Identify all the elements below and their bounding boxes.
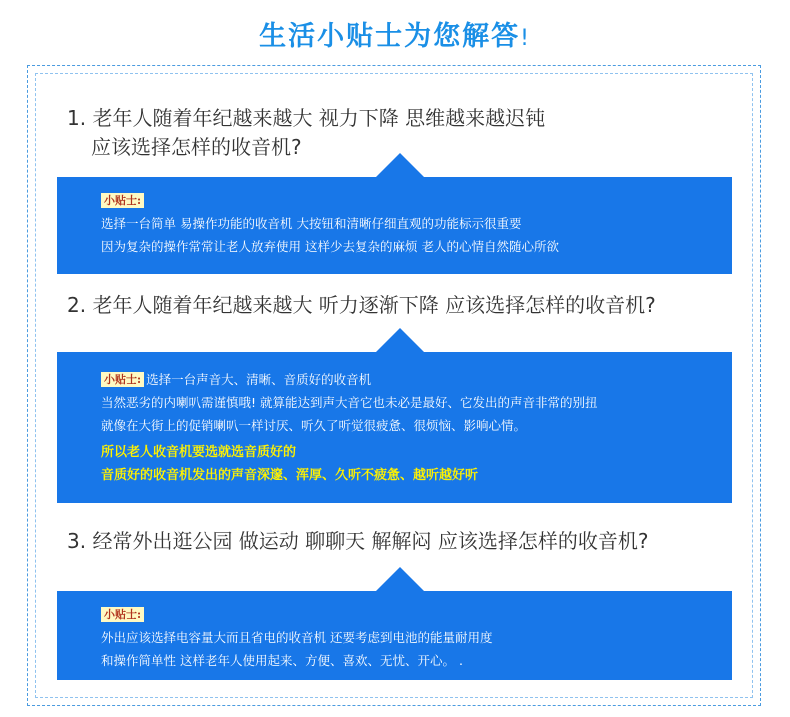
tip-tag-3: 小贴士: — [101, 607, 144, 622]
tip-3-line-1: 外出应该选择电容量大而且省电的收音机 还要考虑到电池的能量耐用度 — [101, 630, 493, 645]
title-mark: ! — [520, 26, 531, 51]
tip-3-line-2: 和操作简单性 这样老年人使用起来、方便、喜欢、无忧、开心。 . — [101, 653, 463, 668]
tip-1-line-2: 因为复杂的操作常常让老人放弃使用 这样少去复杂的麻烦 老人的心情自然随心所欲 — [101, 239, 559, 254]
tip-2-highlight-2: 音质好的收音机发出的声音深邃、浑厚、久听不疲惫、越听越好听 — [101, 468, 479, 483]
question-2-line-1: 2. 老年人随着年纪越来越大 听力逐渐下降 应该选择怎样的收音机? — [67, 293, 656, 317]
tip-tag-2: 小贴士: — [101, 372, 144, 387]
tip-tag-1: 小贴士: — [101, 193, 144, 208]
tip-panel-1 — [57, 177, 732, 274]
tip-2-first-line: 选择一台声音大、清晰、音质好的收音机 — [146, 372, 372, 387]
question-3-line-1: 3. 经常外出逛公园 做运动 聊聊天 解解闷 应该选择怎样的收音机? — [67, 529, 649, 553]
tip-1-line-1: 选择一台简单 易操作功能的收音机 大按钮和清晰仔细直观的功能标示很重要 — [101, 216, 522, 231]
question-1-line-1: 1. 老年人随着年纪越来越大 视力下降 思维越来越迟钝 — [67, 106, 546, 130]
tip-panel-2 — [57, 352, 732, 503]
question-3 — [67, 527, 648, 556]
tip-2-line-2: 就像在大街上的促销喇叭一样讨厌、听久了听觉很疲惫、很烦恼、影响心情。 — [101, 418, 527, 433]
question-1 — [67, 104, 545, 162]
question-1-line-2: 应该选择怎样的收音机? — [91, 135, 302, 159]
page-title — [0, 14, 790, 53]
tip-2-highlight-1: 所以老人收音机要选就选音质好的 — [101, 445, 297, 460]
tip-2-line-1: 当然恶劣的内喇叭需谨慎哦! 就算能达到声大音它也未必是最好、它发出的声音非常的别扭 — [101, 395, 598, 410]
title-text: 生活小贴士为您解答 — [259, 21, 521, 52]
question-2 — [67, 291, 656, 320]
tip-panel-3 — [57, 591, 732, 680]
